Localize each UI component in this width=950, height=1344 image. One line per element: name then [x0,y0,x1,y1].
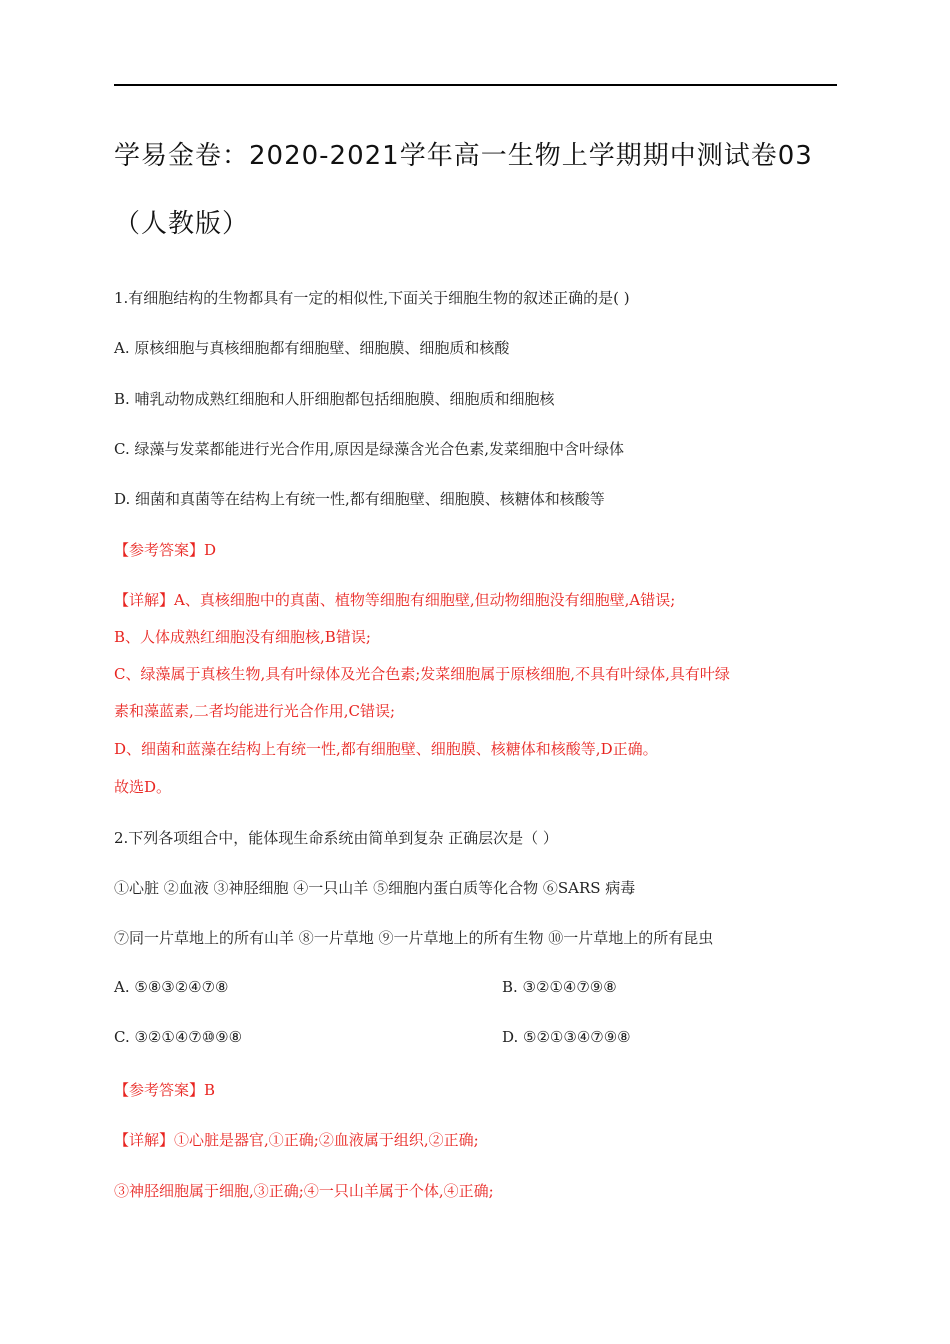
q1-detail-line: D、细菌和蓝藻在结构上有统一性,都有细胞壁、细胞膜、核糖体和核酸等,D正确。 [114,740,658,758]
q1-detail-line: C、绿藻属于真核生物,具有叶绿体及光合色素;发菜细胞属于原核细胞,不具有叶绿体,具有叶绿 [114,665,730,683]
q1-option-b: B. 哺乳动物成熟红细胞和人肝细胞都包括细胞膜、细胞质和细胞核 [114,390,555,408]
q1-option-c: C. 绿藻与发菜都能进行光合作用,原因是绿藻含光合色素,发菜细胞中含叶绿体 [114,440,625,458]
q1-stem: 1.有细胞结构的生物都具有一定的相似性,下面关于细胞生物的叙述正确的是( ) [114,289,630,307]
q1-answer-value: D [204,541,217,559]
q2-option-c: C. ③②①④⑦⑩⑨⑧ [114,1028,243,1046]
q2-answer [114,1079,215,1100]
q2-option-b: B. ③②①④⑦⑨⑧ [502,978,617,996]
q2-detail-tag: 【详解】 [114,1131,175,1149]
page-title: 学易金卷：2020-2021学年高一生物上学期期中测试卷03（人教版） [114,141,813,239]
q2-detail-text: ①心脏是器官,①正确;②血液属于组织,②正确; [174,1131,479,1149]
q1-detail-line: 故选D。 [114,778,172,796]
q1-detail-text: A、真核细胞中的真菌、植物等细胞有细胞壁,但动物细胞没有细胞壁,A错误; [174,591,676,609]
q2-detail-line: ③神胫细胞属于细胞,③正确;④一只山羊属于个体,④正确; [114,1182,494,1200]
q2-stem: 2.下列各项组合中，能体现生命系统由简单到复杂 正确层次是（ ） [114,829,558,847]
header-rule [114,84,837,86]
q1-answer-tag: 【参考答案】 [114,541,205,559]
q2-detail-line [114,1129,479,1150]
q2-items-line: ①心脏 ②血液 ③神胫细胞 ④一只山羊 ⑤细胞内蛋白质等化合物 ⑥SARS 病毒 [114,879,636,897]
q2-answer-tag: 【参考答案】 [114,1081,205,1099]
q2-items-line: ⑦同一片草地上的所有山羊 ⑧一片草地 ⑨一片草地上的所有生物 ⑩一片草地上的所有昆虫 [114,929,714,947]
q2-answer-value: B [204,1081,216,1099]
q1-answer [114,539,216,560]
q1-detail-tag: 【详解】 [114,591,175,609]
q2-option-a: A. ⑤⑧③②④⑦⑧ [114,978,229,996]
q1-detail-line [114,589,675,610]
q1-detail-line: B、人体成熟红细胞没有细胞核,B错误; [114,628,371,646]
q1-option-a: A. 原核细胞与真核细胞都有细胞壁、细胞膜、细胞质和核酸 [114,339,510,357]
q1-option-d: D. 细菌和真菌等在结构上有统一性,都有细胞壁、细胞膜、核糖体和核酸等 [114,490,605,508]
q1-detail-line: 素和藻蓝素,二者均能进行光合作用,C错误; [114,702,396,720]
q2-option-d: D. ⑤②①③④⑦⑨⑧ [502,1028,631,1046]
